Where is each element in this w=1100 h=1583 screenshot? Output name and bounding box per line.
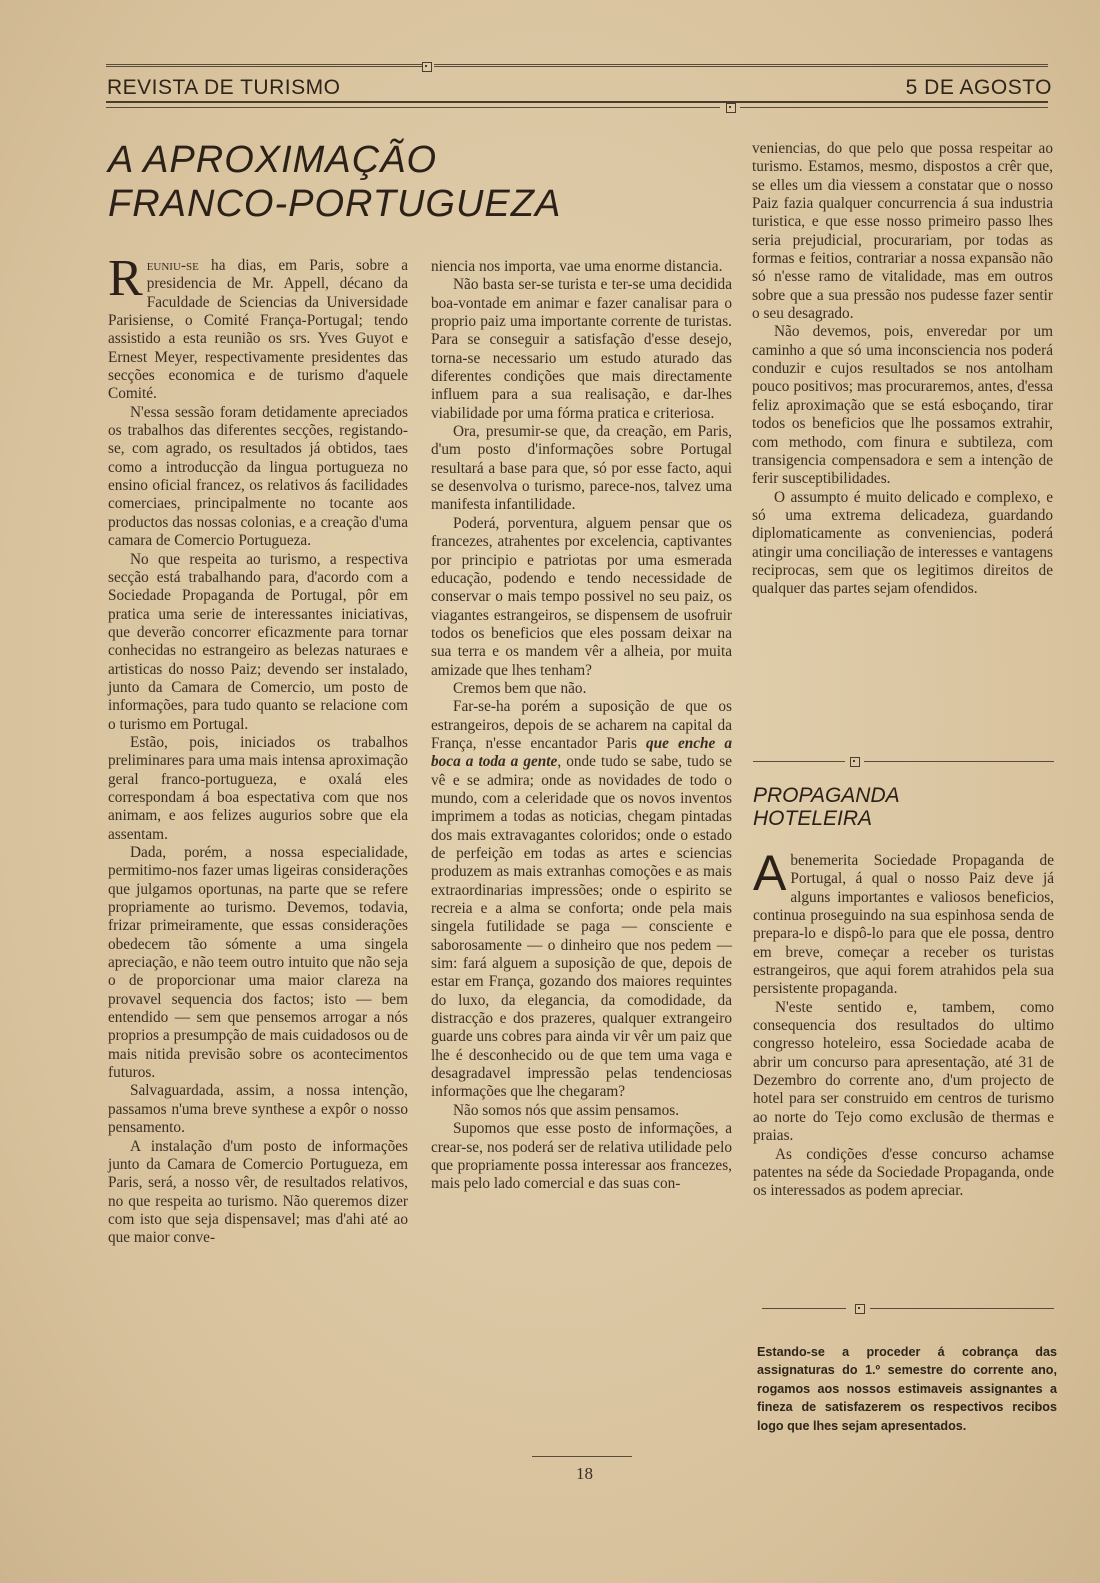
section-title-line2: HOTELEIRA — [753, 807, 873, 830]
article-paragraph — [108, 250, 408, 404]
notice-divider — [762, 1308, 846, 1309]
header-sub-ornament — [726, 103, 736, 113]
article-paragraph: Ora, presumir-se que, da creação, em Paris, d'um posto d'informações sobre Portugal resultará a base para que, só por esse facto, aqui se desenvolva o turismo, parece-nos, talvez uma manifesta infantilidade. — [431, 423, 732, 514]
article-paragraph: veniencias, do que pelo que possa respeitar ao turismo. Estamos, mesmo, dispostos a crêr que, se elles um dia viessem a constatar que o nosso Paiz fazia qualquer concurrencia á sua industria turistica, e que esse nosso primeiro passo lhes seria prejudicial, procurariam, por todas as formas e feitios, contrariar a nossa expansão não só n'esse ramo de vitalidade, mas em outros sobre que a sua pressão nos pudesse fazer sentir o seu desagrado. — [752, 140, 1053, 323]
article-paragraph: A instalação d'um posto de informações junto da Camara de Comercio Portugueza, em Paris, será, a nosso vêr, de resultados relativos, no que respeita ao turismo. Não queremos dizer com isto que seja dispensavel; mas d'ahi até ao que maior conve- — [108, 1137, 408, 1247]
header-top-rule — [106, 64, 422, 67]
footer-rule — [532, 1456, 632, 1457]
article-paragraph: Não devemos, pois, enveredar por um caminho a que só uma inconsciencia nos poderá conduzir e cujos resultados se nos antolham pouco positivos; mas procuraremos, antes, d'essa feliz aproximação que se está esboçando, tirar todos os beneficios que lhe possamos extrahir, com methodo, com finura e subtileza, com transigencia compensadora e sem a intenção de ferir susceptibilidades. — [752, 323, 1053, 488]
notice-divider-right — [870, 1308, 1054, 1309]
drop-cap: A — [753, 845, 787, 901]
article-paragraph: Cremos bem que não. — [453, 679, 587, 697]
emphasized-phrase: que enche a boca a toda a gente — [431, 734, 732, 771]
paragraph-text: benemerita Sociedade Propaganda de Portugal, á qual o nosso Paiz deve já alguns importantes e valiosos beneficios, continua proseguindo na sua espinhosa senda de prepara-lo e dispô-lo para que ele possa, dentro em breve, começar a receber os turistas estrangeiros, que aqui forem atrahidos pela sua persistente propaganda. — [753, 852, 1054, 998]
article-paragraph: N'essa sessão foram detidamente apreciados os trabalhos das diferentes secções, registando-se, com agrado, os resultados já obtidos, taes como a introducção da lingua portugueza no ensino oficial francez, os relativos ás facilidades comerciaes, principalmente no tocante aos productos das nossas colonias, e a creação d'uma camara de Comercio Portugueza. — [108, 403, 408, 550]
header-sub-rule — [106, 107, 720, 108]
article-paragraph: Salvaguardada, assim, a nossa intenção, passamos n'uma breve synthese a expôr o nosso pensamento. — [108, 1082, 408, 1137]
drop-cap: R — [108, 250, 143, 307]
article-title-line2: FRANCO-PORTUGUEZA — [108, 183, 562, 225]
article-paragraph: Poderá, porventura, alguem pensar que os francezes, atrahentes por excelencia, captivantes por principio e patriotas por uma esmerada educação, podendo e tendo necessidade de conservar o mais tempo possivel no seu paiz, os viagantes estrangeiros, se dispensem de usofruir todos os beneficios que eles possam deixar na sua terra e os mandem vêr a alheia, por muita amizade que lhes tenham? — [431, 514, 732, 679]
article-paragraph — [431, 698, 732, 1102]
page-number: 18 — [576, 1464, 593, 1483]
article-paragraph: Supomos que esse posto de informações, a crear-se, nos poderá ser de relativa utilidade pelo que propriamente possa interessar aos francezes, mais pelo lado comercial e das suas con- — [431, 1120, 732, 1193]
section-divider-right — [864, 761, 1054, 762]
paragraph-text: ha dias, em Paris, sobre a presidencia de Mr. Appell, décano da Faculdade de Sciencias da Universidade Parisiense, o Comité França-Portugal; tendo assistido a esta reunião os srs. Yves Guyot e Ernest Meyer, respectivamente presidentes das secções economica e de turismo d'aquele Comité. — [108, 257, 408, 403]
section-divider — [753, 761, 845, 762]
section-body — [753, 845, 1054, 1201]
header-top-rule-right — [434, 64, 1048, 67]
article-column-3 — [752, 140, 1053, 599]
article-paragraph: No que respeita ao turismo, a respectiva secção está trabalhando para, d'acordo com a Sociedade Propaganda de Portugal, pôr em pratica uma serie de interessantes iniciativas, que deverão concorrer eficazmente para tornar conhecidas no estrangeiro as belezas naturaes e artisticas do nosso Paiz; devendo ser instalado, junto da Camara de Comercio, um posto de informações, para tudo quanto se relacione com o turismo em Portugal. — [108, 550, 408, 733]
article-title-line1: A APROXIMAÇÃO — [108, 139, 438, 181]
article-paragraph — [753, 845, 1054, 999]
section-title — [753, 784, 1053, 830]
publication-name: REVISTA DE TURISMO — [107, 76, 341, 99]
section-divider-ornament — [850, 757, 860, 767]
article-paragraph: Não somos nós que assim pensamos. — [453, 1101, 680, 1119]
article-paragraph: Estão, pois, iniciados os trabalhos preliminares para uma mais intensa aproximação geral franco-portugueza, e oxalá eles correspondam á boa espectativa com que nos animam, e aos felizes augurios sobre que ela assentam. — [108, 733, 408, 843]
issue-date: 5 DE AGOSTO — [905, 76, 1052, 99]
notice-divider-ornament — [855, 1304, 865, 1314]
article-column-1 — [108, 250, 408, 1248]
article-paragraph: O assumpto é muito delicado e complexo, e só uma extrema delicadeza, guardando diplomaticamente as conveniencias, poderá atingir uma conciliação de interesses e vantagens reciprocas, sem que os legitimos direitos de qualquer das partes sejam ofendidos. — [752, 488, 1053, 598]
lead-word: euniu-se — [146, 257, 199, 274]
header-sub-rule-right — [740, 107, 1048, 108]
subscription-notice: Estando-se a proceder á cobrança das assignaturas do 1.º semestre do corrente ano, rogamos aos nossos estimaveis assignantes a fineza de satisfazerem os respectivos recibos logo que lhes sejam apresentados. — [757, 1344, 1057, 1433]
article-paragraph: Não basta ser-se turista e ter-se uma decidida boa-vontade em animar e fazer canalisar para o proprio paiz uma importante corrente de turistas. Para se conseguir a satisfação d'esse desejo, torna-se necessario um estudo aturado das diferentes condições que mais directamente influem para a sua realisação, e dar-lhes viabilidade por uma fórma pratica e criteriosa. — [431, 276, 732, 422]
article-paragraph: niencia nos importa, vae uma enorme distancia. — [431, 258, 723, 275]
paragraph-text: , onde tudo se sabe, tudo se vê e se admira; onde as novidades de todo o mundo, com a celeridade que os novos inventos imprimem a todas as noticias, chegam pintadas dos mais extravagantes coloridos; onde o estado de perfeição em todas as artes e sciencias produzem as mais extranhas comoções e as mais extraordinarias impressões; onde o espirito se recreia e a alma se conforta; onde pela mais singela futilidade se paga — consciente e saborosamente — o dinheiro que nos pedem — sim: fará alguem a suposição de que, depois de estar em França, gozando dos maiores requintes do luxo, da elegancia, da comodidade, da distracção e dos prazeres, qualquer extrangeiro guarde uns cobres para ainda vir vêr um paiz que lhe é desconhecido ou de que tem uma vaga e desagradavel impressão pelas tendenciosas informações que lhe chegaram? — [431, 753, 732, 1101]
section-title-line1: PROPAGANDA — [753, 784, 900, 807]
article-paragraph: Dada, porém, a nossa especialidade, permitimo-nos fazer umas ligeiras considerações que julgamos oportunas, na parte que se refere propriamente ao turismo. Devemos, todavia, frizar primeiramente, que essas considerações obedecem tão sómente a uma singela apreciação, e não teem outro intuito que não seja o de proporcionar uma maior clareza na provavel sequencia dos factos; isto — bem entendido — sem que pensemos arrogar a nós proprios a presumpção de mais cuidadosos ou de mais nitida previsão sobre os acontecimentos futuros. — [108, 844, 408, 1082]
article-paragraph: N'este sentido e, tambem, como consequencia dos resultados do ultimo congresso hoteleiro, essa Sociedade acaba de abrir um concurso para apresentação, até 31 de Dezembro do corrente ano, d'um projecto de hotel para ser construido em centros de turismo ao norte do Tejo como exclusão de thermas e praias. — [753, 998, 1054, 1145]
header-ornament — [422, 62, 432, 72]
article-paragraph: As condições d'esse concurso achamse patentes na séde da Sociedade Propaganda, onde os interessados as podem apreciar. — [753, 1145, 1054, 1200]
article-column-2 — [431, 258, 732, 1194]
paragraph-text: Far-se-ha porém a suposição de que os estrangeiros, depois de se acharem na capital da França, n'esse encantador Paris — [431, 698, 732, 752]
article-title — [108, 138, 708, 226]
header-bottom-rule — [106, 101, 1048, 103]
